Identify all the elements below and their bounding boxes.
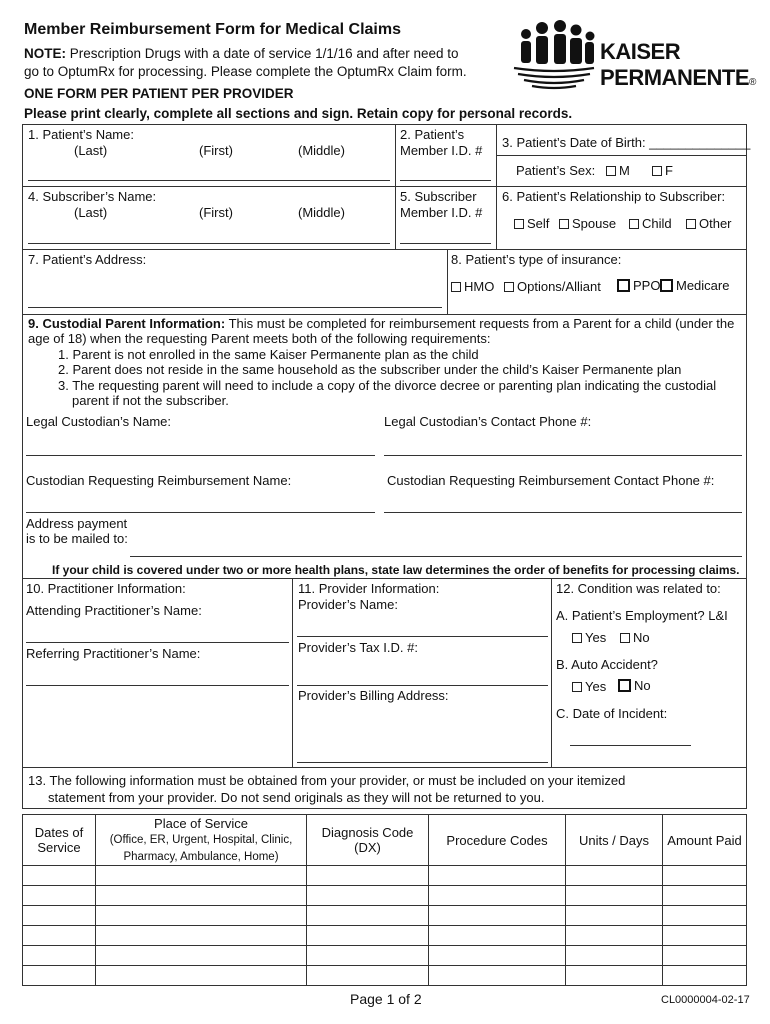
rel-child-option[interactable]: Child <box>629 216 672 232</box>
patient-id-label-2: Member I.D. # <box>400 143 483 158</box>
custodial-line-2: age of 18) when the requesting Parent meets both of the following requirements: <box>28 331 491 346</box>
patient-dob-label[interactable]: 3. Patient’s Date of Birth: ______________ <box>502 135 751 150</box>
incident-date-label: C. Date of Incident: <box>556 706 668 721</box>
auto-yes-checkbox[interactable] <box>572 682 582 692</box>
rel-self-option[interactable]: Self <box>514 216 549 232</box>
provider-label: 11. Provider Information: <box>298 581 440 596</box>
coverage-note: If your child is covered under two or more health plans, state law determines the order of benefits for processing claims. <box>52 563 740 577</box>
auto-no-checkbox[interactable] <box>618 679 631 692</box>
attending-practitioner-label: Attending Practitioner’s Name: <box>26 603 202 618</box>
patient-middle-hint: (Middle) <box>298 143 345 158</box>
ins-hmo-checkbox[interactable] <box>451 282 461 292</box>
table-row <box>23 906 747 926</box>
employment-no-checkbox[interactable] <box>620 633 630 643</box>
rel-other-option[interactable]: Other <box>686 216 732 232</box>
attending-practitioner-field[interactable] <box>26 642 289 643</box>
logo-text-permanente: PERMANENTE® <box>600 65 756 90</box>
auto-no-option[interactable]: No <box>618 678 651 694</box>
subscriber-id-field[interactable] <box>400 243 491 244</box>
info13-line-2: statement from your provider. Do not send originals as they will not be returned to you. <box>48 790 545 805</box>
service-table <box>22 814 747 986</box>
provider-name-field[interactable] <box>297 636 548 637</box>
rel-child-checkbox[interactable] <box>629 219 639 229</box>
patient-address-label: 7. Patient’s Address: <box>28 252 147 267</box>
logo-text-kaiser: KAISER <box>600 39 681 64</box>
ins-options-alliant-checkbox[interactable] <box>504 282 514 292</box>
form-code: CL0000004-02-17 <box>661 994 750 1006</box>
patient-name-field[interactable] <box>28 180 390 181</box>
custodial-line-1: 9. Custodial Parent Information: This must be completed for reimbursement requests from a Parent for a child (under the <box>28 316 735 331</box>
requesting-custodian-name-label: Custodian Requesting Reimbursement Name: <box>26 473 292 488</box>
subscriber-last-hint: (Last) <box>74 205 108 220</box>
table-row <box>23 926 747 946</box>
subscriber-id-label-2: Member I.D. # <box>400 205 483 220</box>
col-dates: Dates of Service <box>23 815 96 866</box>
sex-f-option[interactable]: F <box>652 163 673 179</box>
insurance-type-label: 8. Patient’s type of insurance: <box>451 252 622 267</box>
patient-id-label-1: 2. Patient’s <box>400 127 465 142</box>
custodial-item-2: 2. Parent does not reside in the same household as the subscriber under the child’s Kaiser Permanente plan <box>58 362 682 377</box>
table-row <box>23 946 747 966</box>
page-number: Page 1 of 2 <box>350 991 422 1007</box>
payment-address-label-2: is to be mailed to: <box>26 531 128 546</box>
rel-spouse-checkbox[interactable] <box>559 219 569 229</box>
instructions: Please print clearly, complete all sections and sign. Retain copy for personal records. <box>24 106 573 121</box>
ins-ppo-checkbox[interactable] <box>617 279 630 292</box>
custodial-item-1: 1. Parent is not enrolled in the same Kaiser Permanente plan as the child <box>58 347 479 362</box>
incident-date-field[interactable] <box>570 745 691 746</box>
ins-ppo-option[interactable]: PPO <box>617 278 660 294</box>
note-label: NOTE: <box>24 46 66 61</box>
provider-billing-address-field[interactable] <box>297 762 548 763</box>
custodial-item-3-cont: parent if not the subscriber. <box>72 393 229 408</box>
legal-custodian-phone-label: Legal Custodian’s Contact Phone #: <box>384 414 592 429</box>
ins-options-alliant-option[interactable]: Options/Alliant <box>504 279 601 295</box>
custodial-item-3: 3. The requesting parent will need to include a copy of the divorce decree or parenting plan indicating the custodial <box>58 378 717 393</box>
requesting-custodian-name-field[interactable] <box>26 512 375 513</box>
employment-yes-checkbox[interactable] <box>572 633 582 643</box>
col-amount: Amount Paid <box>663 815 747 866</box>
col-place: Place of Service (Office, ER, Urgent, Hospital, Clinic, Pharmacy, Ambulance, Home) <box>96 815 307 866</box>
requesting-custodian-phone-field[interactable] <box>384 512 742 513</box>
col-diagnosis: Diagnosis Code (DX) <box>307 815 429 866</box>
note-line-1: NOTE: Prescription Drugs with a date of service 1/1/16 and after need to <box>24 46 459 61</box>
patient-name-label: 1. Patient’s Name: <box>28 127 134 142</box>
subscriber-name-field[interactable] <box>28 243 390 244</box>
form-title: Member Reimbursement Form for Medical Claims <box>24 21 401 38</box>
col-units: Units / Days <box>566 815 663 866</box>
payment-address-field[interactable] <box>130 556 742 557</box>
employment-question: A. Patient’s Employment? L&I <box>556 608 728 623</box>
ins-medicare-checkbox[interactable] <box>660 279 673 292</box>
one-form-notice: ONE FORM PER PATIENT PER PROVIDER <box>24 86 294 101</box>
patient-sex-label: Patient’s Sex: <box>516 163 596 178</box>
provider-name-label: Provider’s Name: <box>298 597 398 612</box>
sex-f-checkbox[interactable] <box>652 166 662 176</box>
patient-address-field[interactable] <box>28 307 442 308</box>
ins-hmo-option[interactable]: HMO <box>451 279 494 295</box>
referring-practitioner-field[interactable] <box>26 685 289 686</box>
subscriber-first-hint: (First) <box>199 205 233 220</box>
table-row <box>23 966 747 986</box>
auto-accident-question: B. Auto Accident? <box>556 657 658 672</box>
patient-last-hint: (Last) <box>74 143 108 158</box>
col-procedure: Procedure Codes <box>429 815 566 866</box>
rel-self-checkbox[interactable] <box>514 219 524 229</box>
auto-yes-option[interactable]: Yes <box>572 679 606 695</box>
rel-spouse-option[interactable]: Spouse <box>559 216 616 232</box>
subscriber-name-label: 4. Subscriber’s Name: <box>28 189 157 204</box>
table-row <box>23 886 747 906</box>
kaiser-logo-icon <box>512 20 596 90</box>
info13-line-1: 13. The following information must be obtained from your provider, or must be included on your itemized <box>28 773 626 788</box>
provider-tax-id-label: Provider’s Tax I.D. #: <box>298 640 418 655</box>
custodial-heading: 9. Custodial Parent Information: <box>28 316 226 331</box>
employment-no-option[interactable]: No <box>620 630 650 646</box>
sex-m-checkbox[interactable] <box>606 166 616 176</box>
patient-id-field[interactable] <box>400 180 491 181</box>
legal-custodian-name-label: Legal Custodian’s Name: <box>26 414 172 429</box>
ins-medicare-option[interactable]: Medicare <box>660 278 729 294</box>
provider-billing-address-label: Provider’s Billing Address: <box>298 688 449 703</box>
relationship-label: 6. Patient’s Relationship to Subscriber: <box>502 189 726 204</box>
service-table-header <box>23 815 747 866</box>
employment-yes-option[interactable]: Yes <box>572 630 606 646</box>
condition-label: 12. Condition was related to: <box>556 581 721 596</box>
subscriber-middle-hint: (Middle) <box>298 205 345 220</box>
requesting-custodian-phone-label: Custodian Requesting Reimbursement Contact Phone #: <box>387 473 715 488</box>
payment-address-label-1: Address payment <box>26 516 128 531</box>
legal-custodian-name-field[interactable] <box>26 455 375 456</box>
note-line-2: go to OptumRx for processing. Please complete the OptumRx Claim form. <box>24 64 467 79</box>
referring-practitioner-label: Referring Practitioner’s Name: <box>26 646 201 661</box>
subscriber-id-label-1: 5. Subscriber <box>400 189 477 204</box>
sex-m-option[interactable]: M <box>606 163 630 179</box>
table-row <box>23 866 747 886</box>
legal-custodian-phone-field[interactable] <box>384 455 742 456</box>
patient-first-hint: (First) <box>199 143 233 158</box>
rel-other-checkbox[interactable] <box>686 219 696 229</box>
provider-tax-id-field[interactable] <box>297 685 548 686</box>
practitioner-label: 10. Practitioner Information: <box>26 581 186 596</box>
